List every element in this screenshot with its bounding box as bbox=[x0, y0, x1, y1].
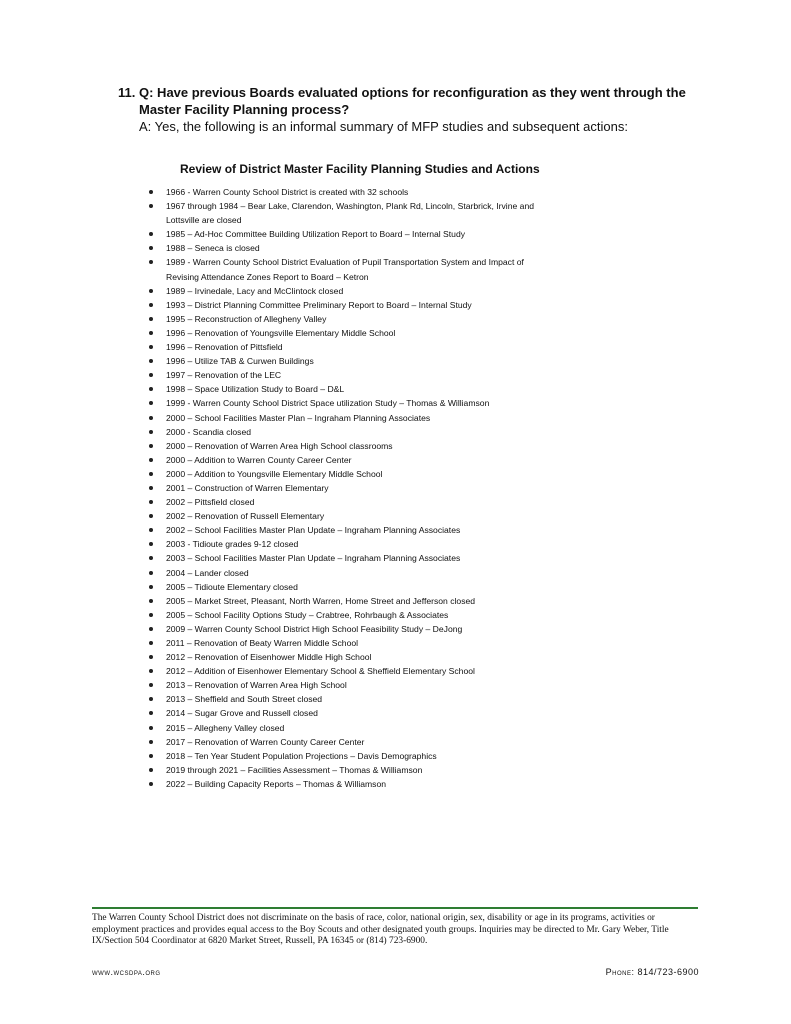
nondiscrimination-notice: The Warren County School District does not discriminate on the basis of race, color, national origin, sex, disability or age in its programs, activities or employment practices and provides equal access to the Boy Scouts and other designated youth groups. Inquiries may be directed to Mr. Gary Weber, Title IX/Section 504 Coordinator at 6820 Market Street, Russell, PA 16345 or (814) 723-6900. bbox=[92, 913, 669, 947]
list-item: 2018 – Ten Year Student Population Projections – Davis Demographics bbox=[148, 749, 618, 763]
list-item: 2000 – Addition to Warren County Career Center bbox=[148, 453, 618, 467]
list-item: 1988 – Seneca is closed bbox=[148, 241, 618, 255]
studies-list bbox=[148, 185, 618, 791]
list-item: 2022 – Building Capacity Reports – Thomas & Williamson bbox=[148, 777, 618, 791]
list-item: 2005 – Tidioute Elementary closed bbox=[148, 580, 618, 594]
list-item: 2000 – Addition to Youngsville Elementary Middle School bbox=[148, 467, 618, 481]
list-item: 1993 – District Planning Committee Preliminary Report to Board – Internal Study bbox=[148, 298, 618, 312]
list-item: 1966 - Warren County School District is created with 32 schools bbox=[148, 185, 618, 199]
list-item: 2003 – School Facilities Master Plan Update – Ingraham Planning Associates bbox=[148, 551, 618, 565]
list-item: 2005 – Market Street, Pleasant, North Warren, Home Street and Jefferson closed bbox=[148, 594, 618, 608]
list-item: 1996 – Renovation of Pittsfield bbox=[148, 340, 618, 354]
question-line-1 bbox=[118, 84, 718, 101]
question-number: 11. bbox=[118, 85, 136, 100]
list-item: 2017 – Renovation of Warren County Career Center bbox=[148, 735, 618, 749]
list-item: 1997 – Renovation of the LEC bbox=[148, 368, 618, 382]
review-title: Review of District Master Facility Planning Studies and Actions bbox=[180, 162, 540, 176]
list-item: 2002 – Renovation of Russell Elementary bbox=[148, 509, 618, 523]
list-item: 2005 – School Facility Options Study – Crabtree, Rohrbaugh & Associates bbox=[148, 608, 618, 622]
question-text-1: Q: Have previous Boards evaluated options for reconfiguration as they went through the bbox=[139, 85, 686, 100]
list-item: 2004 – Lander closed bbox=[148, 566, 618, 580]
list-item: 1998 – Space Utilization Study to Board – D&L bbox=[148, 382, 618, 396]
list-item: 2009 – Warren County School District High School Feasibility Study – DeJong bbox=[148, 622, 618, 636]
list-item: 2015 – Allegheny Valley closed bbox=[148, 721, 618, 735]
answer-text: A: Yes, the following is an informal summary of MFP studies and subsequent actions: bbox=[139, 119, 628, 134]
list-item: 1995 – Reconstruction of Allegheny Valley bbox=[148, 312, 618, 326]
list-item: 2000 - Scandia closed bbox=[148, 425, 618, 439]
list-item: 1996 – Renovation of Youngsville Elementary Middle School bbox=[148, 326, 618, 340]
list-item: 1999 - Warren County School District Space utilization Study – Thomas & Williamson bbox=[148, 396, 618, 410]
list-item: 1967 through 1984 – Bear Lake, Clarendon, Washington, Plank Rd, Lincoln, Starbrick, Irvine and Lottsville are closed bbox=[148, 199, 618, 227]
list-item: 2019 through 2021 – Facilities Assessment – Thomas & Williamson bbox=[148, 763, 618, 777]
list-item: 2012 – Addition of Eisenhower Elementary School & Sheffield Elementary School bbox=[148, 664, 618, 678]
list-item: 1989 – Irvinedale, Lacy and McClintock closed bbox=[148, 284, 618, 298]
list-item: 2001 – Construction of Warren Elementary bbox=[148, 481, 618, 495]
list-item: 2013 – Sheffield and South Street closed bbox=[148, 692, 618, 706]
list-item: 2003 - Tidioute grades 9-12 closed bbox=[148, 537, 618, 551]
list-item: 2002 – Pittsfield closed bbox=[148, 495, 618, 509]
list-item: 1985 – Ad-Hoc Committee Building Utilization Report to Board – Internal Study bbox=[148, 227, 618, 241]
footer-divider bbox=[92, 907, 698, 909]
list-item: 2012 – Renovation of Eisenhower Middle High School bbox=[148, 650, 618, 664]
phone-number: Phone: 814/723-6900 bbox=[605, 967, 699, 977]
list-item: 2014 – Sugar Grove and Russell closed bbox=[148, 706, 618, 720]
list-item: 1996 – Utilize TAB & Curwen Buildings bbox=[148, 354, 618, 368]
list-item: 2011 – Renovation of Beaty Warren Middle School bbox=[148, 636, 618, 650]
list-item: 2000 – Renovation of Warren Area High School classrooms bbox=[148, 439, 618, 453]
list-item: 2013 – Renovation of Warren Area High School bbox=[148, 678, 618, 692]
question-text-2: Master Facility Planning process? bbox=[139, 102, 350, 117]
list-item: 2000 – School Facilities Master Plan – Ingraham Planning Associates bbox=[148, 411, 618, 425]
list-item: 2002 – School Facilities Master Plan Update – Ingraham Planning Associates bbox=[148, 523, 618, 537]
question-block bbox=[118, 84, 718, 135]
website-link[interactable]: www.wcsdpa.org bbox=[92, 967, 161, 977]
list-item: 1989 - Warren County School District Evaluation of Pupil Transportation System and Impact of Revising Attendance Zones Report to Board – Ketron bbox=[148, 255, 618, 283]
